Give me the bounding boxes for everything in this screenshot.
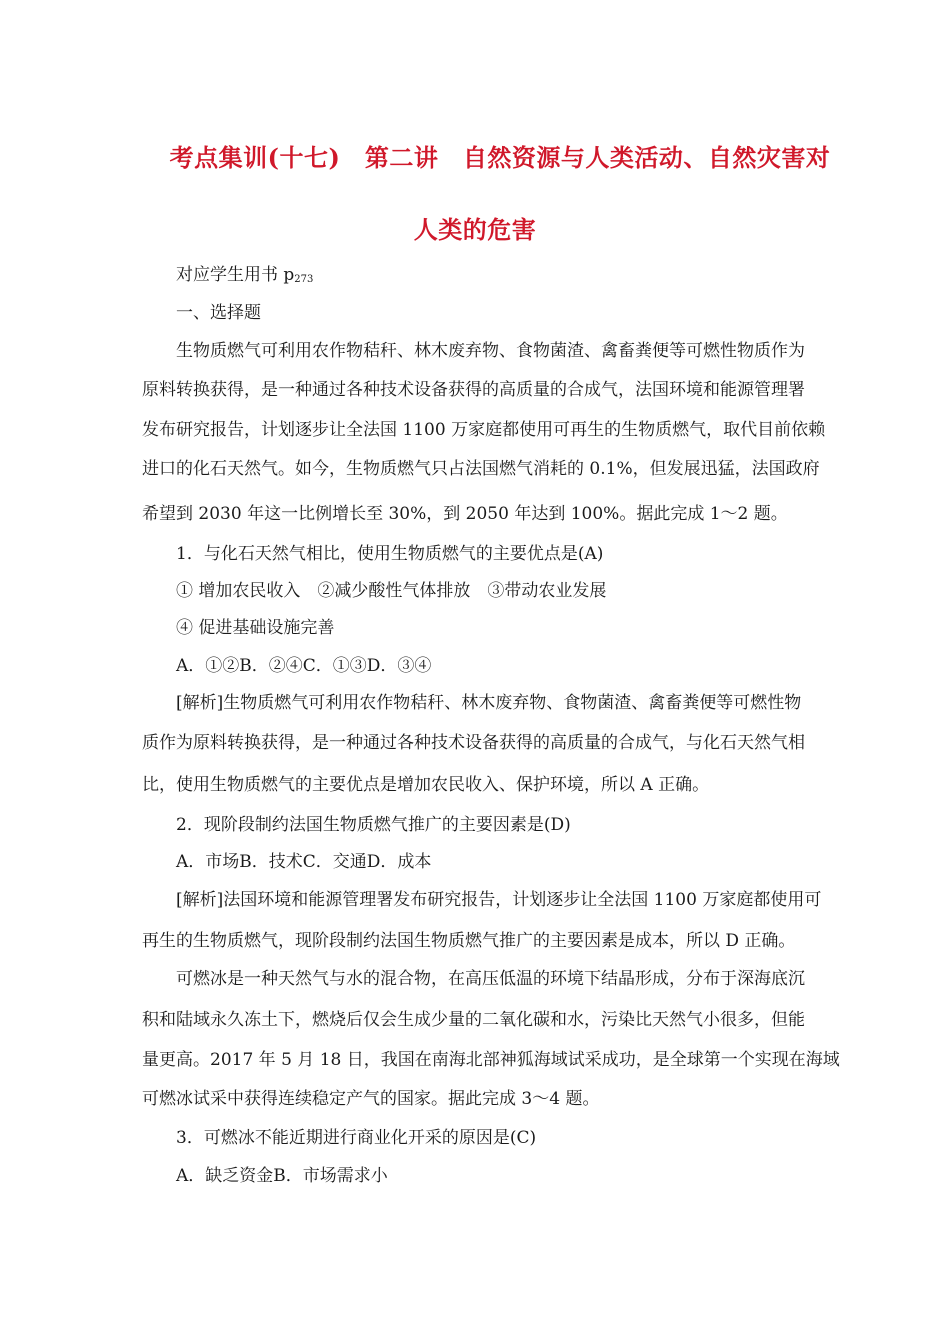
passage-1-line: 进口的化石天然气。如今，生物质燃气只占法国燃气消耗的 0.1%，但发展迅猛，法国政府 xyxy=(142,459,820,479)
passage-1-line: 生物质燃气可利用农作物秸秆、林木废弃物、食物菌渣、禽畜粪便等可燃性物质作为 xyxy=(176,341,805,361)
explanation-1-line: 比，使用生物质燃气的主要优点是增加农民收入、保护环境，所以 A 正确。 xyxy=(142,775,710,795)
passage-2-line: 量更高。2017 年 5 月 18 日，我国在南海北部神狐海域试采成功，是全球第一个实现在海域 xyxy=(142,1050,840,1070)
textbook-reference: 对应学生用书 $p_{273}$ xyxy=(176,265,314,285)
question-1-statements: ① 增加农民收入 ②减少酸性气体排放 ③带动农业发展 xyxy=(176,581,607,601)
question-1: 1．与化石天然气相比，使用生物质燃气的主要优点是(A) xyxy=(176,544,604,564)
passage-1-line: 希望到 2030 年这一比例增长至 30%，到 2050 年达到 100%。据此完成 1～2 题。 xyxy=(142,504,788,524)
question-2-options: A．市场B．技术C．交通D．成本 xyxy=(176,852,432,872)
explanation-1-line: [解析]生物质燃气可利用农作物秸秆、林木废弃物、食物菌渣、禽畜粪便等可燃性物 xyxy=(176,693,802,713)
question-3: 3．可燃冰不能近期进行商业化开采的原因是(C) xyxy=(176,1128,537,1148)
passage-1-line: 原料转换获得，是一种通过各种技术设备获得的高质量的合成气，法国环境和能源管理署 xyxy=(142,380,805,400)
question-2: 2．现阶段制约法国生物质燃气推广的主要因素是(D) xyxy=(176,815,571,835)
page-title-line-1: 考点集训(十七) 第二讲 自然资源与人类活动、自然灾害对 xyxy=(169,143,831,172)
passage-2-line: 可燃冰是一种天然气与水的混合物，在高压低温的环境下结晶形成，分布于深海底沉 xyxy=(176,969,805,989)
explanation-2-line: 再生的生物质燃气，现阶段制约法国生物质燃气推广的主要因素是成本，所以 D 正确。 xyxy=(142,931,796,951)
question-1-statements: ④ 促进基础设施完善 xyxy=(176,618,335,638)
passage-2-line: 积和陆域永久冻土下，燃烧后仅会生成少量的二氧化碳和水，污染比天然气小很多，但能 xyxy=(142,1010,805,1030)
page-title-line-2: 人类的危害 xyxy=(413,215,537,244)
explanation-1-line: 质作为原料转换获得，是一种通过各种技术设备获得的高质量的合成气，与化石天然气相 xyxy=(142,733,805,753)
section-heading: 一、选择题 xyxy=(176,303,261,323)
question-1-options: A．①②B．②④C．①③D．③④ xyxy=(176,656,432,676)
question-3-options: A．缺乏资金B．市场需求小 xyxy=(176,1166,388,1186)
passage-2-line: 可燃冰试采中获得连续稳定产气的国家。据此完成 3～4 题。 xyxy=(142,1089,600,1109)
explanation-2-line: [解析]法国环境和能源管理署发布研究报告，计划逐步让全法国 1100 万家庭都使用可 xyxy=(176,890,822,910)
passage-1-line: 发布研究报告，计划逐步让全法国 1100 万家庭都使用可再生的生物质燃气，取代目前依赖 xyxy=(142,420,826,440)
